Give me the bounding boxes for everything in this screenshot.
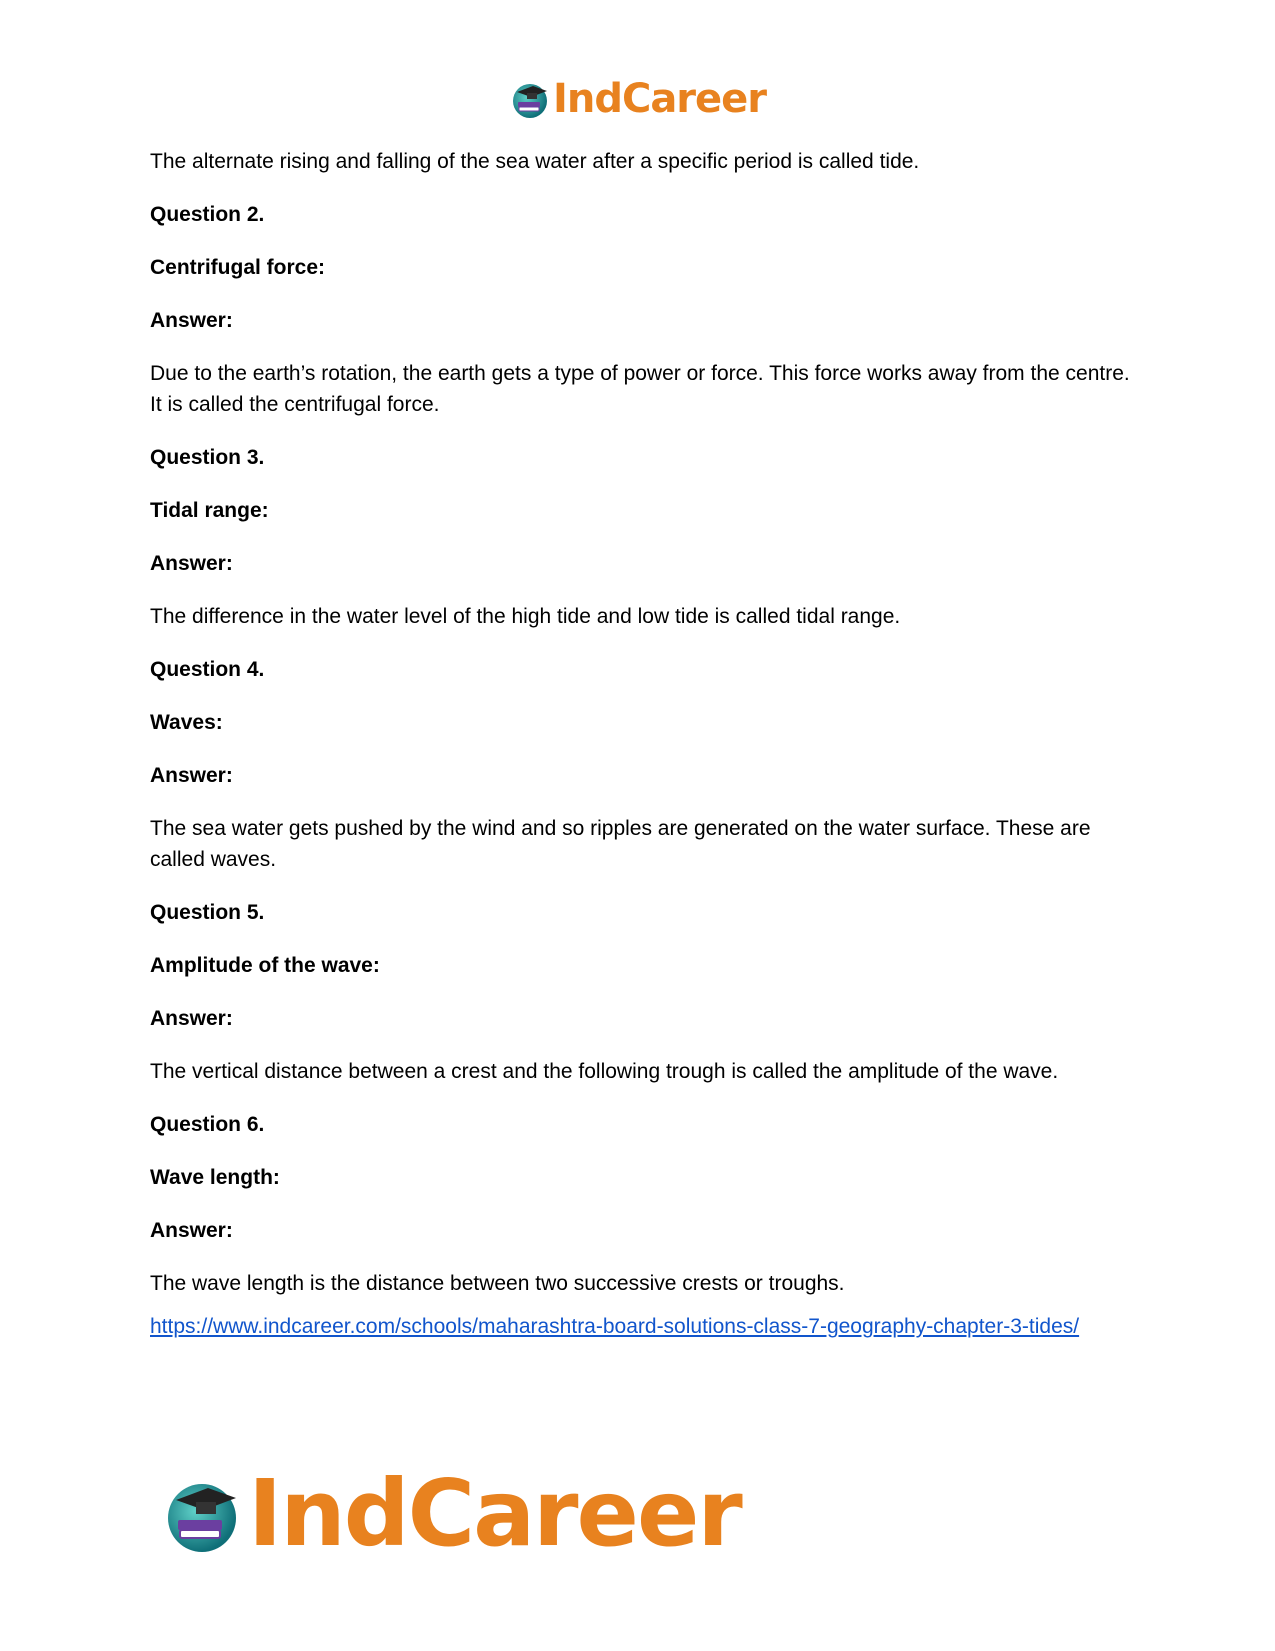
answer-text: The difference in the water level of the high tide and low tide is called tidal range. <box>150 605 901 628</box>
question-heading: Question 3. <box>150 446 265 469</box>
globe-graduation-cap-icon <box>160 1472 244 1556</box>
logo-wordmark: IndCareer <box>248 1460 741 1567</box>
globe-graduation-cap-icon <box>509 78 551 120</box>
header-logo <box>0 78 1275 120</box>
question-heading: Question 4. <box>150 658 265 681</box>
document-body <box>150 146 1130 1345</box>
footer-logo <box>160 1460 741 1567</box>
question-term: Waves: <box>150 711 223 734</box>
question-heading: Question 2. <box>150 203 265 226</box>
answer-text: The wave length is the distance between two successive crests or troughs. <box>150 1272 845 1295</box>
question-term: Amplitude of the wave: <box>150 954 380 977</box>
question-term: Centrifugal force: <box>150 256 326 279</box>
paragraph: The alternate rising and falling of the sea water after a specific period is called tide. <box>150 150 920 173</box>
answer-label: Answer: <box>150 1007 233 1030</box>
answer-label: Answer: <box>150 764 233 787</box>
answer-text: Due to the earth’s rotation, the earth gets a type of power or force. This force works away from the centre. It is called the centrifugal force. <box>150 362 1130 416</box>
answer-label: Answer: <box>150 1219 233 1242</box>
question-term: Tidal range: <box>150 499 269 522</box>
answer-text: The vertical distance between a crest and the following trough is called the amplitude of the wave. <box>150 1060 1059 1083</box>
question-heading: Question 6. <box>150 1113 265 1136</box>
answer-label: Answer: <box>150 552 233 575</box>
question-heading: Question 5. <box>150 901 265 924</box>
source-link[interactable]: https://www.indcareer.com/schools/maharashtra-board-solutions-class-7-geography-chapter-3-tides/ <box>150 1315 1080 1338</box>
logo-wordmark: IndCareer <box>552 76 767 122</box>
answer-label: Answer: <box>150 309 233 332</box>
answer-text: The sea water gets pushed by the wind and so ripples are generated on the water surface. These are called waves. <box>150 817 1091 871</box>
question-term: Wave length: <box>150 1166 280 1189</box>
